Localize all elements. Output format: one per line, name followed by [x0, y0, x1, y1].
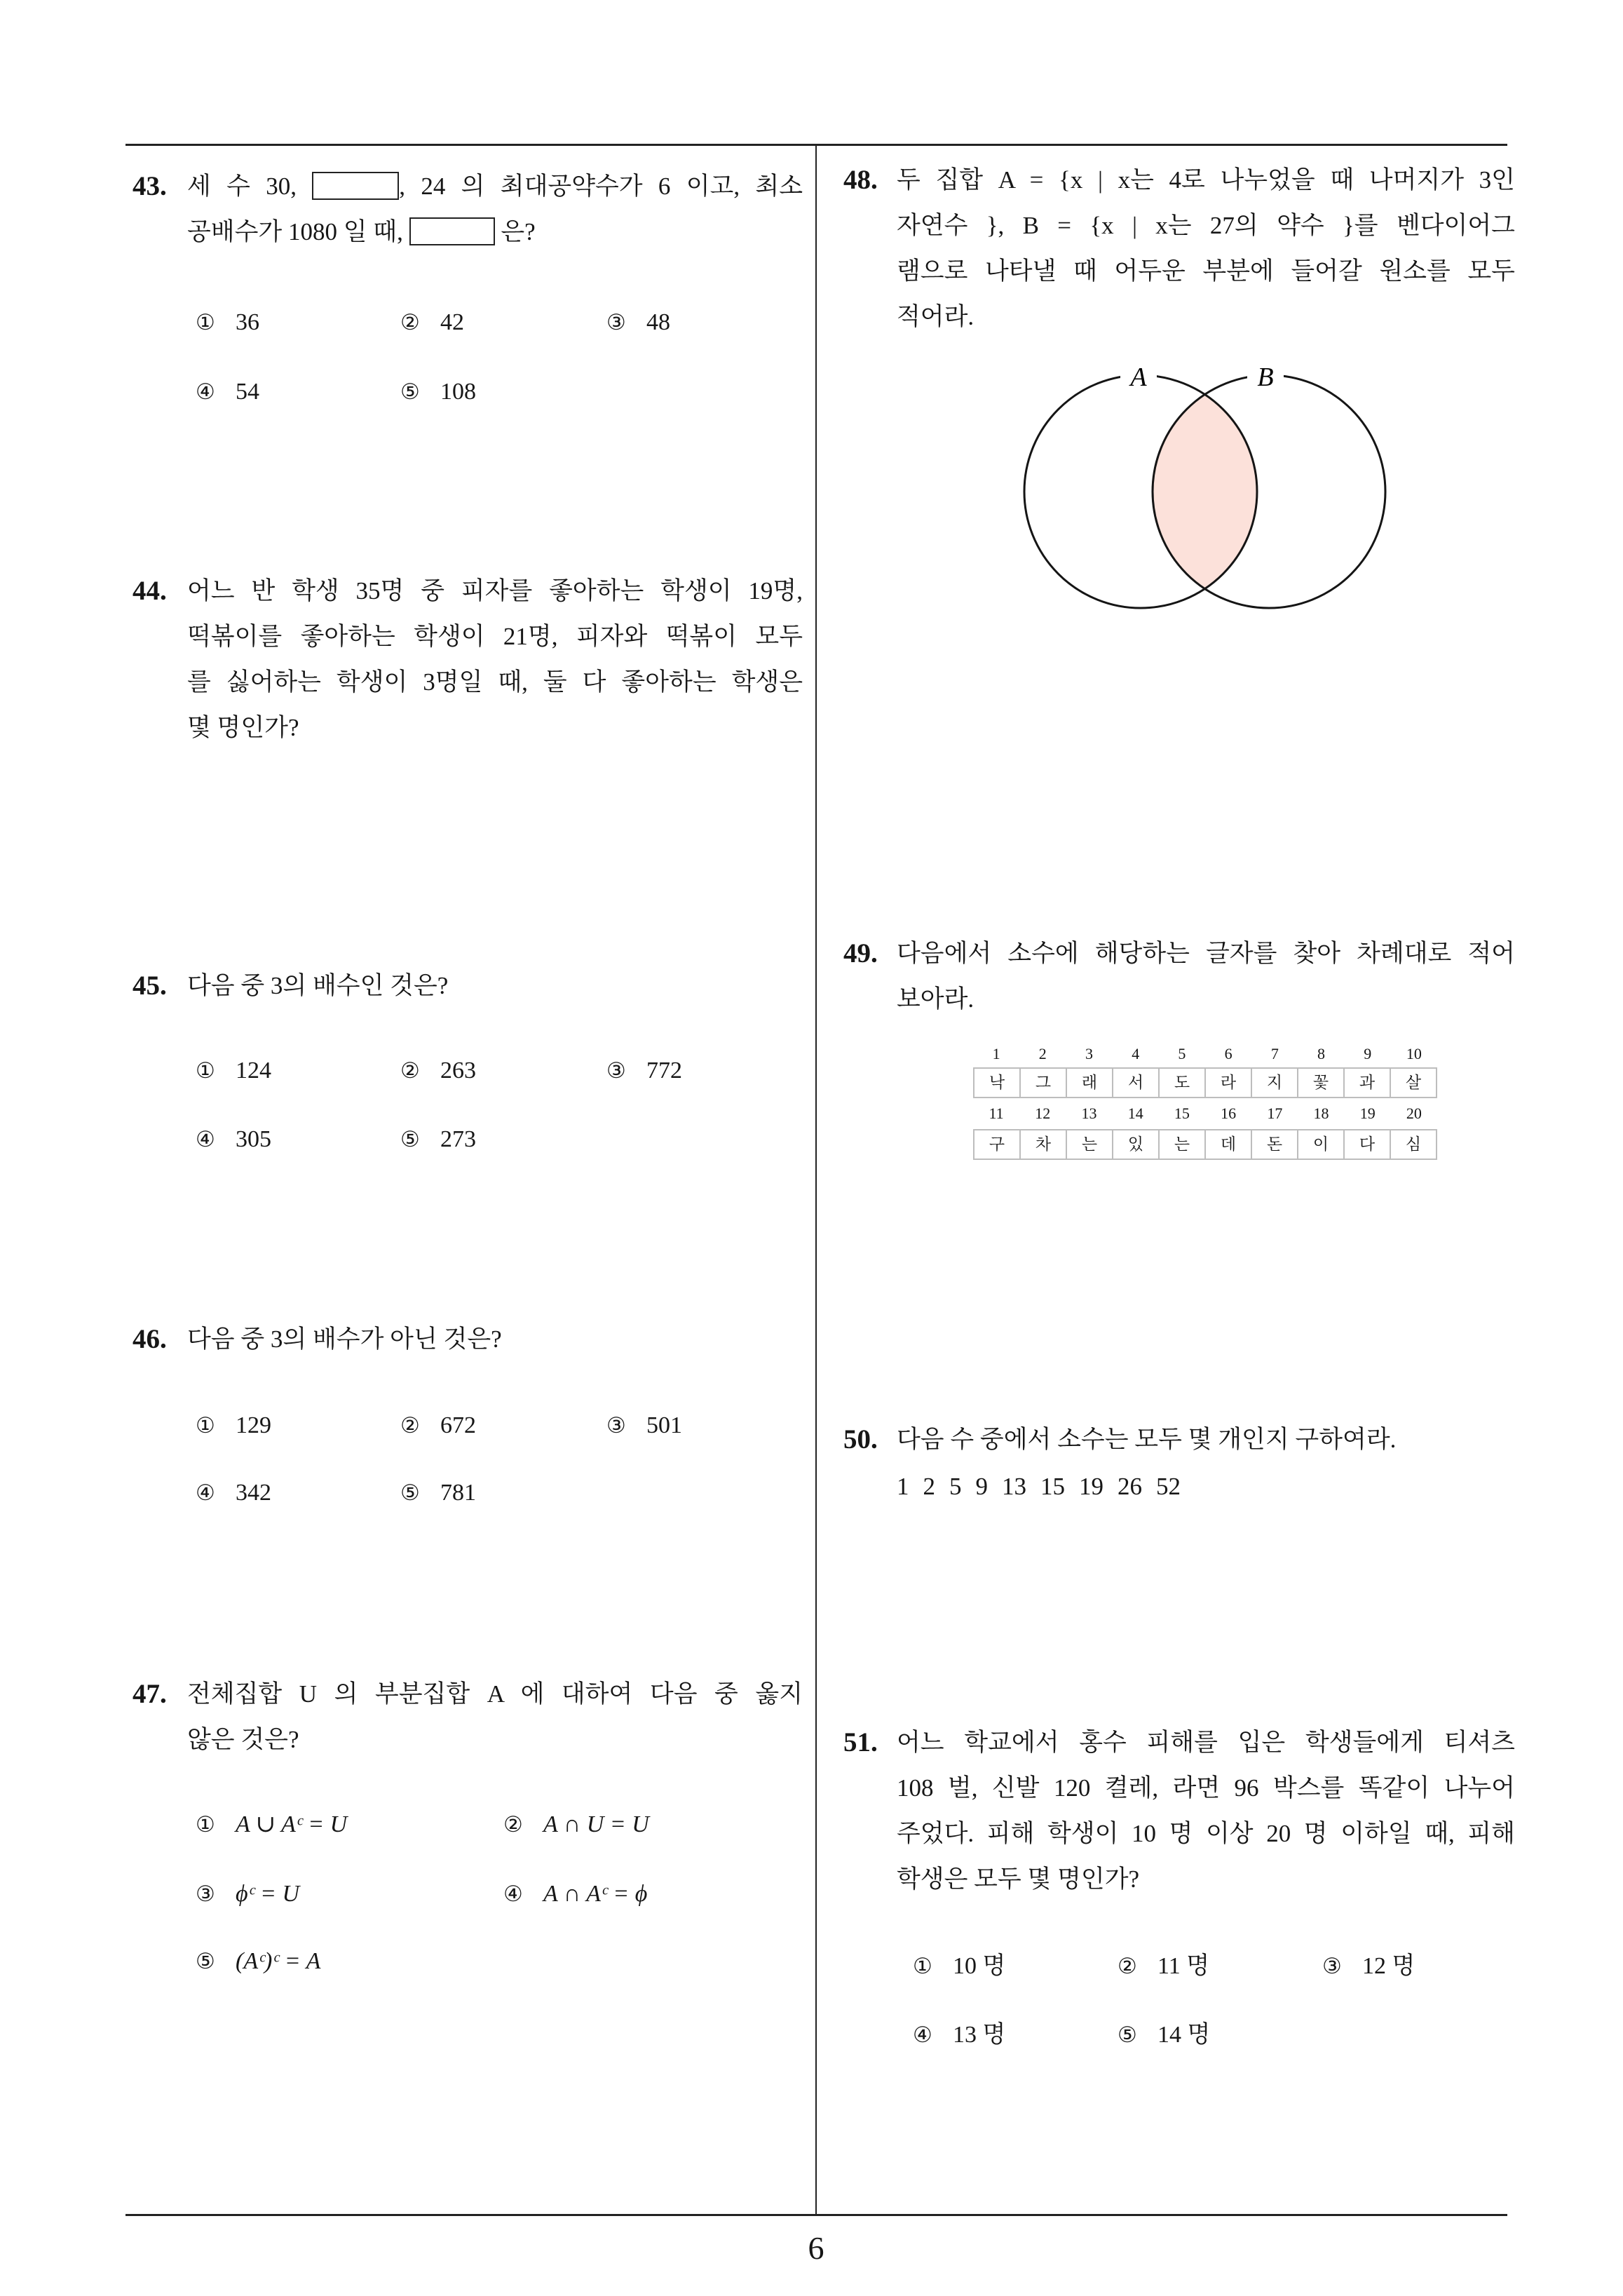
table-letter-cell: 구: [975, 1130, 1021, 1159]
question-line: [187, 163, 803, 209]
table-number-cell: 17: [1267, 1105, 1283, 1122]
question-line: 다음 중 3의 배수가 아닌 것은?: [187, 1325, 502, 1353]
question-text-segment: , 24 의 최대공약수가 6 이고, 최소: [399, 173, 803, 200]
table-number-cell: 2: [1038, 1045, 1047, 1062]
choice-value: 13 명: [953, 2022, 1006, 2048]
table-number-cell: 9: [1364, 1045, 1372, 1062]
table-letter-cell: 다: [1345, 1130, 1391, 1159]
table-number-cell: 3: [1085, 1045, 1093, 1062]
choice-5: [1118, 2018, 1210, 2053]
question-number: 50.: [843, 1424, 878, 1454]
question-line: [187, 209, 803, 255]
choice-mark: ①: [196, 1058, 215, 1083]
question-text: [897, 1417, 1515, 1462]
table-letter-cell: 살: [1405, 1074, 1422, 1091]
choice-value: 772: [646, 1058, 682, 1083]
table-number-row: [973, 1041, 1437, 1067]
question-text: [897, 1720, 1515, 1902]
table-number-cell: 7: [1270, 1045, 1279, 1062]
choice-mark: ①: [196, 1812, 215, 1837]
choice-value: 108: [440, 379, 476, 405]
choice-value: 305: [236, 1126, 271, 1152]
table-letter-cell: 낙: [975, 1069, 1021, 1097]
table-number-cell: 16: [1221, 1105, 1237, 1122]
number-item: 5: [949, 1473, 962, 1500]
venn-intersection-shaded: [1153, 375, 1385, 608]
choice-value: ϕᶜ = U: [236, 1881, 300, 1907]
question-text: [187, 963, 803, 1008]
table-letter-cell: 지: [1252, 1069, 1298, 1097]
table-number-cell: 1: [992, 1045, 1000, 1062]
page-number: 6: [808, 2230, 824, 2266]
question-line: 다음 중 3의 배수인 것은?: [187, 972, 449, 999]
choice-value: 263: [440, 1058, 476, 1083]
question-number: 45.: [133, 971, 167, 1001]
choice-value: 501: [646, 1412, 682, 1438]
choice-value: A ∩ Aᶜ = ϕ: [543, 1881, 648, 1907]
choice-4: [196, 1475, 271, 1511]
number-item: 52: [1156, 1473, 1181, 1500]
choice-value: 781: [440, 1480, 476, 1506]
choice-1: [913, 1949, 1005, 1984]
question-text-segment: 은?: [501, 218, 536, 245]
question-number: 48.: [843, 165, 878, 195]
table-letter-cell: 데: [1206, 1130, 1252, 1159]
choice-value: A ∩ U = U: [543, 1811, 649, 1837]
choice-1: [196, 1053, 271, 1088]
choice-value: 124: [236, 1058, 271, 1083]
choice-mark: ⑤: [400, 379, 420, 405]
question-line: 않은 것은?: [187, 1726, 299, 1753]
table-number-cell: 11: [989, 1105, 1004, 1122]
column-divider: [815, 144, 817, 2215]
table-letter-cell: 는: [1160, 1130, 1206, 1159]
question-line: 다음 수 중에서 소수는 모두 몇 개인지 구하여라.: [897, 1426, 1397, 1453]
choice-mark: ④: [196, 379, 215, 405]
table-number-cell: 14: [1127, 1105, 1143, 1122]
choice-mark: ①: [196, 1413, 215, 1438]
choice-value: (Aᶜ)ᶜ = A: [236, 1948, 321, 1974]
question-text: [187, 1671, 803, 1762]
choice-5: [196, 1944, 320, 1979]
venn-label-a: A: [1130, 363, 1147, 392]
choice-value: 14 명: [1157, 2022, 1211, 2048]
table-letter-cell: 도: [1160, 1069, 1206, 1097]
answer-blank-box: [409, 217, 495, 245]
choice-4: [196, 374, 259, 410]
table-number-cell: 10: [1406, 1045, 1422, 1062]
choice-3: [606, 1408, 682, 1443]
choice-mark: ⑤: [196, 1949, 215, 1974]
question-text-segment: 세 수 30,: [187, 173, 297, 200]
choice-5: [400, 1122, 476, 1157]
choice-4: [503, 1877, 647, 1912]
choice-3: [606, 305, 670, 340]
choice-4: [913, 2018, 1005, 2053]
choice-value: 36: [236, 309, 259, 335]
table-letter-cell: 차: [1021, 1130, 1067, 1159]
table-letter-cell: 심: [1405, 1135, 1422, 1153]
question-text: [187, 163, 803, 255]
venn-label-b: B: [1257, 363, 1274, 392]
number-item: 9: [975, 1473, 988, 1500]
choice-5: [400, 374, 476, 410]
question-line: 자연수 }, B = {x | x는 27의 약수 }를 벤다이어그: [897, 212, 1515, 239]
table-letter-cell: 꽃: [1298, 1069, 1345, 1097]
choice-value: 672: [440, 1412, 476, 1438]
choice-1: [196, 305, 259, 340]
table-letter-cell: 이: [1298, 1130, 1345, 1159]
question-line: 적어라.: [897, 303, 975, 330]
choice-1: [196, 1408, 271, 1443]
table-number-row: [973, 1098, 1437, 1129]
choice-value: 129: [236, 1412, 271, 1438]
question-line: 다음에서 소수에 해당하는 글자를 찾아 차례대로 적어: [897, 940, 1515, 967]
table-letter-cell: 있: [1113, 1130, 1160, 1159]
question-line: 학생은 모두 몇 명인가?: [897, 1865, 1140, 1893]
table-number-cell: 8: [1317, 1045, 1326, 1062]
choice-2: [400, 1053, 476, 1088]
question-text-segment: 공배수가 1080 일 때,: [187, 218, 403, 245]
question-text: [897, 157, 1515, 339]
table-letter-row: [973, 1129, 1437, 1160]
choice-mark: ②: [1118, 1954, 1137, 1979]
table-letter-cell: 라: [1206, 1069, 1252, 1097]
choice-value: 10 명: [953, 1953, 1006, 1979]
choice-mark: ②: [400, 310, 420, 335]
question-line: 어느 학교에서 홍수 피해를 입은 학생들에게 티셔츠: [897, 1729, 1515, 1756]
choice-2: [1118, 1949, 1209, 1984]
number-item: 26: [1118, 1473, 1142, 1500]
question-line: 주었다. 피해 학생이 10 명 이상 20 명 이하일 때, 피해: [897, 1820, 1515, 1847]
choice-2: [503, 1807, 649, 1842]
number-item: 13: [1002, 1473, 1026, 1500]
question-line: 어느 반 학생 35명 중 피자를 좋아하는 학생이 19명,: [187, 577, 803, 605]
table-number-cell: 5: [1178, 1045, 1186, 1062]
table-number-cell: 13: [1081, 1105, 1097, 1122]
number-item: 15: [1040, 1473, 1065, 1500]
choice-5: [400, 1475, 476, 1511]
choice-mark: ②: [503, 1812, 523, 1837]
question-number: 46.: [133, 1324, 167, 1354]
answer-blank-box: [312, 172, 399, 200]
table-number-cell: 12: [1035, 1105, 1051, 1122]
choice-mark: ④: [196, 1480, 215, 1506]
question-line: 전체집합 U 의 부분집합 A 에 대하여 다음 중 옳지: [187, 1680, 803, 1708]
table-number-cell: 6: [1224, 1045, 1232, 1062]
number-item: 1: [897, 1473, 909, 1500]
choice-mark: ⑤: [1118, 2022, 1137, 2048]
choice-value: 11 명: [1157, 1953, 1210, 1979]
table-letter-row: [973, 1067, 1437, 1098]
choice-mark: ③: [1322, 1954, 1342, 1979]
choice-mark: ⑤: [400, 1127, 420, 1152]
question-text: [187, 568, 803, 750]
choice-mark: ③: [606, 310, 626, 335]
choice-3: [196, 1877, 299, 1912]
choice-value: 54: [236, 379, 259, 405]
choice-1: [196, 1807, 347, 1842]
venn-diagram: [1010, 351, 1402, 631]
question-line: 를 싫어하는 학생이 3명일 때, 둘 다 좋아하는 학생은: [187, 668, 803, 696]
table-number-cell: 4: [1132, 1045, 1140, 1062]
choice-4: [196, 1122, 271, 1157]
choice-value: 342: [236, 1480, 271, 1506]
table-letter-cell: 래: [1067, 1069, 1113, 1097]
choice-mark: ②: [400, 1058, 420, 1083]
choice-value: 12 명: [1362, 1953, 1415, 1979]
choice-2: [400, 305, 464, 340]
choice-mark: ④: [913, 2022, 932, 2048]
choice-mark: ⑤: [400, 1480, 420, 1506]
choice-mark: ②: [400, 1413, 420, 1438]
question-number: 43.: [133, 171, 167, 201]
choice-3: [606, 1053, 682, 1088]
choice-2: [400, 1408, 476, 1443]
choice-mark: ③: [606, 1413, 626, 1438]
question-number: 47.: [133, 1679, 167, 1709]
prime-letter-table: [973, 1041, 1437, 1160]
table-number-cell: 18: [1313, 1105, 1329, 1122]
choice-mark: ④: [196, 1127, 215, 1152]
choice-mark: ①: [196, 310, 215, 335]
number-item: 2: [923, 1473, 935, 1500]
question-line: 떡볶이를 좋아하는 학생이 21명, 피자와 떡볶이 모두: [187, 623, 803, 650]
table-number-cell: 15: [1174, 1105, 1190, 1122]
table-letter-cell: 는: [1067, 1130, 1113, 1159]
choice-value: 42: [440, 309, 464, 335]
choice-mark: ①: [913, 1954, 932, 1979]
table-number-cell: 19: [1359, 1105, 1376, 1122]
table-letter-cell: 돈: [1252, 1130, 1298, 1159]
choice-mark: ③: [606, 1058, 626, 1083]
choice-value: 48: [646, 309, 670, 335]
choice-mark: ④: [503, 1882, 523, 1907]
question-text: [187, 1316, 803, 1362]
question-line: 두 집합 A = {x | x는 4로 나누었을 때 나머지가 3인: [897, 166, 1515, 194]
question-line: 보아라.: [897, 985, 975, 1013]
choice-value: 273: [440, 1126, 476, 1152]
question-line: 몇 명인가?: [187, 714, 299, 741]
question-line: 108 벌, 신발 120 켤레, 라면 96 박스를 똑같이 나누어: [897, 1774, 1515, 1802]
question-number: 44.: [133, 576, 167, 606]
table-letter-cell: 과: [1345, 1069, 1391, 1097]
table-number-cell: 20: [1406, 1105, 1422, 1122]
question-number: 49.: [843, 938, 878, 968]
choice-3: [1322, 1949, 1415, 1984]
question-text: [897, 931, 1515, 1022]
number-list: [897, 1464, 1195, 1509]
choice-value: A ∪ Aᶜ = U: [236, 1811, 348, 1837]
table-letter-cell: 그: [1021, 1069, 1067, 1097]
choice-mark: ③: [196, 1882, 215, 1907]
number-item: 19: [1079, 1473, 1103, 1500]
table-letter-cell: 서: [1113, 1069, 1160, 1097]
question-line: 램으로 나타낼 때 어두운 부분에 들어갈 원소를 모두: [897, 257, 1515, 285]
question-number: 51.: [843, 1727, 878, 1757]
